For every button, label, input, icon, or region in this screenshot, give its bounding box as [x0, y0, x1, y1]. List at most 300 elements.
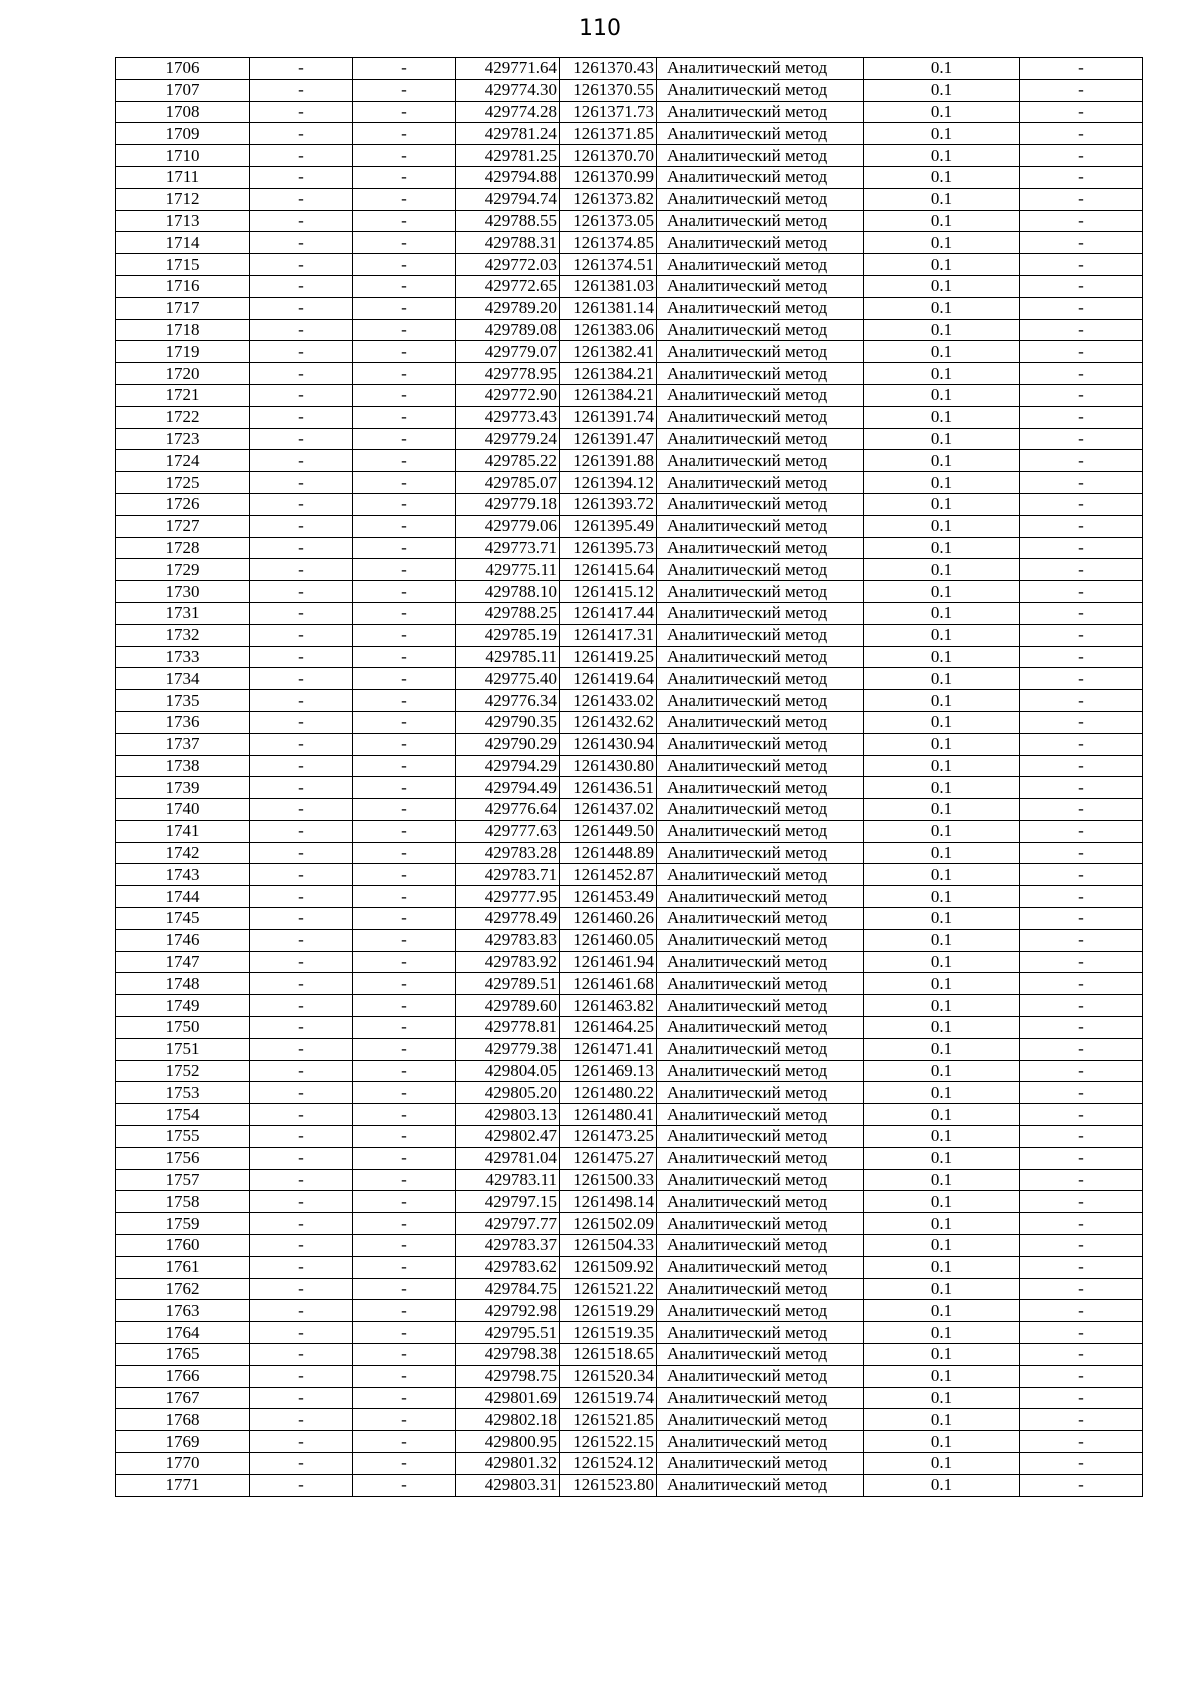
cell-cell-dash-1: - [250, 1387, 353, 1409]
table-row [116, 1322, 1143, 1344]
cell-method: Аналитический метод [657, 951, 864, 973]
cell-cell-dash-2: - [353, 842, 456, 864]
cell-point-number: 1712 [116, 188, 250, 210]
cell-cell-dash-3: - [1020, 581, 1143, 603]
cell-coord-x: 429781.04 [456, 1147, 560, 1169]
cell-coord-y: 1261381.03 [560, 275, 657, 297]
cell-coord-y: 1261480.41 [560, 1104, 657, 1126]
cell-cell-dash-3: - [1020, 1256, 1143, 1278]
cell-cell-dash-3: - [1020, 515, 1143, 537]
cell-accuracy: 0.1 [864, 1060, 1020, 1082]
cell-cell-dash-1: - [250, 450, 353, 472]
cell-coord-x: 429789.08 [456, 319, 560, 341]
cell-coord-x: 429801.69 [456, 1387, 560, 1409]
cell-cell-dash-2: - [353, 232, 456, 254]
cell-method: Аналитический метод [657, 1147, 864, 1169]
cell-cell-dash-2: - [353, 1256, 456, 1278]
cell-accuracy: 0.1 [864, 777, 1020, 799]
cell-method: Аналитический метод [657, 1431, 864, 1453]
table-row [116, 624, 1143, 646]
cell-coord-y: 1261519.29 [560, 1300, 657, 1322]
cell-cell-dash-2: - [353, 1322, 456, 1344]
cell-point-number: 1766 [116, 1365, 250, 1387]
cell-cell-dash-1: - [250, 79, 353, 101]
cell-coord-x: 429775.11 [456, 559, 560, 581]
cell-cell-dash-2: - [353, 537, 456, 559]
cell-point-number: 1735 [116, 690, 250, 712]
cell-accuracy: 0.1 [864, 232, 1020, 254]
cell-method: Аналитический метод [657, 1038, 864, 1060]
cell-coord-x: 429783.62 [456, 1256, 560, 1278]
cell-cell-dash-1: - [250, 166, 353, 188]
cell-cell-dash-3: - [1020, 951, 1143, 973]
cell-point-number: 1734 [116, 668, 250, 690]
cell-coord-x: 429788.31 [456, 232, 560, 254]
cell-accuracy: 0.1 [864, 1104, 1020, 1126]
cell-cell-dash-2: - [353, 559, 456, 581]
cell-accuracy: 0.1 [864, 995, 1020, 1017]
cell-point-number: 1709 [116, 123, 250, 145]
cell-method: Аналитический метод [657, 581, 864, 603]
cell-coord-x: 429783.28 [456, 842, 560, 864]
cell-coord-y: 1261524.12 [560, 1453, 657, 1475]
cell-method: Аналитический метод [657, 1191, 864, 1213]
table-row [116, 472, 1143, 494]
cell-accuracy: 0.1 [864, 755, 1020, 777]
cell-cell-dash-3: - [1020, 908, 1143, 930]
cell-cell-dash-1: - [250, 908, 353, 930]
cell-cell-dash-1: - [250, 1300, 353, 1322]
table-row [116, 1082, 1143, 1104]
table-row [116, 1278, 1143, 1300]
cell-cell-dash-3: - [1020, 1104, 1143, 1126]
table-row [116, 559, 1143, 581]
cell-cell-dash-1: - [250, 799, 353, 821]
cell-method: Аналитический метод [657, 472, 864, 494]
cell-point-number: 1768 [116, 1409, 250, 1431]
cell-accuracy: 0.1 [864, 363, 1020, 385]
cell-cell-dash-2: - [353, 973, 456, 995]
cell-coord-x: 429777.63 [456, 820, 560, 842]
cell-cell-dash-1: - [250, 210, 353, 232]
cell-cell-dash-3: - [1020, 1344, 1143, 1366]
table-row [116, 232, 1143, 254]
cell-accuracy: 0.1 [864, 123, 1020, 145]
cell-method: Аналитический метод [657, 537, 864, 559]
cell-cell-dash-2: - [353, 602, 456, 624]
cell-coord-x: 429803.13 [456, 1104, 560, 1126]
cell-accuracy: 0.1 [864, 406, 1020, 428]
cell-cell-dash-3: - [1020, 1300, 1143, 1322]
cell-accuracy: 0.1 [864, 559, 1020, 581]
cell-cell-dash-3: - [1020, 711, 1143, 733]
cell-cell-dash-2: - [353, 341, 456, 363]
cell-cell-dash-3: - [1020, 602, 1143, 624]
cell-cell-dash-1: - [250, 1104, 353, 1126]
cell-coord-x: 429785.22 [456, 450, 560, 472]
cell-point-number: 1761 [116, 1256, 250, 1278]
cell-coord-x: 429794.88 [456, 166, 560, 188]
cell-coord-x: 429776.34 [456, 690, 560, 712]
cell-cell-dash-3: - [1020, 1365, 1143, 1387]
table-row [116, 799, 1143, 821]
cell-cell-dash-1: - [250, 1365, 353, 1387]
cell-point-number: 1741 [116, 820, 250, 842]
cell-cell-dash-2: - [353, 755, 456, 777]
cell-coord-y: 1261415.64 [560, 559, 657, 581]
coordinates-table [115, 57, 1143, 1497]
cell-method: Аналитический метод [657, 733, 864, 755]
table-row [116, 1431, 1143, 1453]
cell-coord-y: 1261475.27 [560, 1147, 657, 1169]
table-row [116, 1104, 1143, 1126]
cell-point-number: 1746 [116, 929, 250, 951]
cell-cell-dash-1: - [250, 1147, 353, 1169]
cell-coord-x: 429805.20 [456, 1082, 560, 1104]
cell-cell-dash-2: - [353, 995, 456, 1017]
cell-coord-y: 1261469.13 [560, 1060, 657, 1082]
table-row [116, 450, 1143, 472]
cell-coord-y: 1261395.49 [560, 515, 657, 537]
cell-cell-dash-2: - [353, 668, 456, 690]
cell-method: Аналитический метод [657, 799, 864, 821]
table-row [116, 123, 1143, 145]
cell-method: Аналитический метод [657, 1365, 864, 1387]
cell-cell-dash-3: - [1020, 1474, 1143, 1496]
page-number: 110 [579, 16, 621, 41]
cell-accuracy: 0.1 [864, 711, 1020, 733]
cell-accuracy: 0.1 [864, 733, 1020, 755]
cell-accuracy: 0.1 [864, 1431, 1020, 1453]
cell-method: Аналитический метод [657, 1322, 864, 1344]
cell-cell-dash-2: - [353, 951, 456, 973]
cell-coord-x: 429783.92 [456, 951, 560, 973]
cell-point-number: 1713 [116, 210, 250, 232]
cell-coord-x: 429781.25 [456, 145, 560, 167]
cell-cell-dash-1: - [250, 1409, 353, 1431]
table-row [116, 1235, 1143, 1257]
cell-cell-dash-1: - [250, 1169, 353, 1191]
cell-coord-x: 429774.28 [456, 101, 560, 123]
cell-accuracy: 0.1 [864, 886, 1020, 908]
cell-accuracy: 0.1 [864, 1322, 1020, 1344]
cell-point-number: 1762 [116, 1278, 250, 1300]
cell-cell-dash-2: - [353, 1474, 456, 1496]
cell-cell-dash-2: - [353, 493, 456, 515]
table-row [116, 493, 1143, 515]
cell-cell-dash-1: - [250, 406, 353, 428]
cell-point-number: 1743 [116, 864, 250, 886]
cell-cell-dash-3: - [1020, 1038, 1143, 1060]
cell-coord-x: 429790.29 [456, 733, 560, 755]
cell-coord-x: 429783.83 [456, 929, 560, 951]
cell-method: Аналитический метод [657, 275, 864, 297]
cell-cell-dash-1: - [250, 886, 353, 908]
cell-cell-dash-3: - [1020, 450, 1143, 472]
cell-point-number: 1745 [116, 908, 250, 930]
table-row [116, 602, 1143, 624]
cell-accuracy: 0.1 [864, 166, 1020, 188]
cell-accuracy: 0.1 [864, 602, 1020, 624]
table-row [116, 1060, 1143, 1082]
table-body [116, 58, 1143, 1497]
cell-accuracy: 0.1 [864, 1387, 1020, 1409]
cell-point-number: 1733 [116, 646, 250, 668]
table-row [116, 363, 1143, 385]
cell-coord-x: 429774.30 [456, 79, 560, 101]
cell-method: Аналитический метод [657, 1126, 864, 1148]
table-row [116, 1474, 1143, 1496]
cell-cell-dash-3: - [1020, 646, 1143, 668]
cell-cell-dash-1: - [250, 254, 353, 276]
cell-cell-dash-2: - [353, 799, 456, 821]
table-row [116, 515, 1143, 537]
cell-cell-dash-3: - [1020, 690, 1143, 712]
cell-coord-y: 1261391.47 [560, 428, 657, 450]
cell-coord-x: 429802.18 [456, 1409, 560, 1431]
cell-coord-x: 429772.90 [456, 384, 560, 406]
table-row [116, 995, 1143, 1017]
cell-coord-x: 429794.74 [456, 188, 560, 210]
cell-point-number: 1736 [116, 711, 250, 733]
cell-cell-dash-3: - [1020, 79, 1143, 101]
cell-coord-y: 1261370.99 [560, 166, 657, 188]
cell-point-number: 1707 [116, 79, 250, 101]
cell-coord-x: 429779.38 [456, 1038, 560, 1060]
cell-method: Аналитический метод [657, 210, 864, 232]
cell-coord-y: 1261452.87 [560, 864, 657, 886]
cell-coord-x: 429778.49 [456, 908, 560, 930]
cell-cell-dash-3: - [1020, 864, 1143, 886]
cell-point-number: 1723 [116, 428, 250, 450]
cell-coord-y: 1261432.62 [560, 711, 657, 733]
cell-coord-y: 1261384.21 [560, 363, 657, 385]
cell-cell-dash-2: - [353, 101, 456, 123]
cell-cell-dash-1: - [250, 581, 353, 603]
cell-cell-dash-2: - [353, 646, 456, 668]
cell-coord-y: 1261391.74 [560, 406, 657, 428]
cell-method: Аналитический метод [657, 384, 864, 406]
cell-cell-dash-3: - [1020, 1453, 1143, 1475]
cell-coord-y: 1261509.92 [560, 1256, 657, 1278]
cell-point-number: 1759 [116, 1213, 250, 1235]
cell-coord-x: 429801.32 [456, 1453, 560, 1475]
cell-cell-dash-1: - [250, 297, 353, 319]
cell-coord-y: 1261433.02 [560, 690, 657, 712]
cell-coord-x: 429795.51 [456, 1322, 560, 1344]
cell-cell-dash-1: - [250, 973, 353, 995]
cell-coord-y: 1261373.05 [560, 210, 657, 232]
cell-cell-dash-3: - [1020, 210, 1143, 232]
cell-cell-dash-2: - [353, 929, 456, 951]
table-row [116, 820, 1143, 842]
table-row [116, 711, 1143, 733]
cell-cell-dash-1: - [250, 493, 353, 515]
cell-method: Аналитический метод [657, 886, 864, 908]
table-row [116, 319, 1143, 341]
cell-cell-dash-3: - [1020, 406, 1143, 428]
cell-accuracy: 0.1 [864, 1300, 1020, 1322]
cell-coord-x: 429778.95 [456, 363, 560, 385]
cell-coord-x: 429779.18 [456, 493, 560, 515]
cell-coord-y: 1261523.80 [560, 1474, 657, 1496]
cell-point-number: 1771 [116, 1474, 250, 1496]
cell-coord-y: 1261383.06 [560, 319, 657, 341]
cell-accuracy: 0.1 [864, 908, 1020, 930]
cell-coord-x: 429789.51 [456, 973, 560, 995]
table-row [116, 864, 1143, 886]
cell-accuracy: 0.1 [864, 515, 1020, 537]
table-row [116, 275, 1143, 297]
cell-point-number: 1715 [116, 254, 250, 276]
cell-cell-dash-1: - [250, 995, 353, 1017]
cell-cell-dash-2: - [353, 1147, 456, 1169]
cell-cell-dash-2: - [353, 1387, 456, 1409]
cell-method: Аналитический метод [657, 820, 864, 842]
cell-cell-dash-3: - [1020, 799, 1143, 821]
cell-accuracy: 0.1 [864, 275, 1020, 297]
cell-point-number: 1716 [116, 275, 250, 297]
cell-cell-dash-3: - [1020, 559, 1143, 581]
table-row [116, 1344, 1143, 1366]
cell-coord-x: 429785.11 [456, 646, 560, 668]
cell-cell-dash-1: - [250, 537, 353, 559]
cell-cell-dash-1: - [250, 145, 353, 167]
cell-method: Аналитический метод [657, 232, 864, 254]
cell-point-number: 1732 [116, 624, 250, 646]
cell-accuracy: 0.1 [864, 1213, 1020, 1235]
cell-cell-dash-2: - [353, 450, 456, 472]
cell-cell-dash-2: - [353, 1278, 456, 1300]
cell-point-number: 1714 [116, 232, 250, 254]
cell-point-number: 1747 [116, 951, 250, 973]
cell-cell-dash-1: - [250, 690, 353, 712]
cell-cell-dash-2: - [353, 1082, 456, 1104]
cell-point-number: 1769 [116, 1431, 250, 1453]
cell-point-number: 1767 [116, 1387, 250, 1409]
cell-cell-dash-2: - [353, 188, 456, 210]
cell-cell-dash-3: - [1020, 275, 1143, 297]
cell-point-number: 1740 [116, 799, 250, 821]
cell-point-number: 1711 [116, 166, 250, 188]
cell-cell-dash-1: - [250, 1082, 353, 1104]
cell-cell-dash-1: - [250, 123, 353, 145]
cell-accuracy: 0.1 [864, 842, 1020, 864]
cell-method: Аналитический метод [657, 842, 864, 864]
cell-cell-dash-2: - [353, 886, 456, 908]
cell-coord-y: 1261393.72 [560, 493, 657, 515]
cell-coord-x: 429772.03 [456, 254, 560, 276]
cell-cell-dash-1: - [250, 275, 353, 297]
cell-cell-dash-1: - [250, 101, 353, 123]
cell-coord-y: 1261521.22 [560, 1278, 657, 1300]
cell-method: Аналитический метод [657, 1060, 864, 1082]
cell-coord-y: 1261448.89 [560, 842, 657, 864]
cell-cell-dash-1: - [250, 668, 353, 690]
cell-point-number: 1710 [116, 145, 250, 167]
cell-method: Аналитический метод [657, 1256, 864, 1278]
cell-coord-x: 429773.43 [456, 406, 560, 428]
cell-method: Аналитический метод [657, 1235, 864, 1257]
cell-point-number: 1752 [116, 1060, 250, 1082]
cell-coord-x: 429783.71 [456, 864, 560, 886]
table-row [116, 1365, 1143, 1387]
cell-coord-x: 429788.10 [456, 581, 560, 603]
cell-coord-y: 1261371.73 [560, 101, 657, 123]
cell-coord-x: 429802.47 [456, 1126, 560, 1148]
table-row [116, 188, 1143, 210]
cell-coord-x: 429778.81 [456, 1017, 560, 1039]
cell-point-number: 1765 [116, 1344, 250, 1366]
cell-coord-y: 1261374.51 [560, 254, 657, 276]
cell-cell-dash-2: - [353, 79, 456, 101]
cell-accuracy: 0.1 [864, 472, 1020, 494]
cell-cell-dash-1: - [250, 842, 353, 864]
table-row [116, 842, 1143, 864]
table-row [116, 1256, 1143, 1278]
table-row [116, 1126, 1143, 1148]
cell-method: Аналитический метод [657, 646, 864, 668]
cell-cell-dash-3: - [1020, 537, 1143, 559]
cell-method: Аналитический метод [657, 1104, 864, 1126]
cell-cell-dash-2: - [353, 406, 456, 428]
table-row [116, 886, 1143, 908]
cell-cell-dash-3: - [1020, 755, 1143, 777]
cell-accuracy: 0.1 [864, 319, 1020, 341]
cell-point-number: 1749 [116, 995, 250, 1017]
cell-coord-x: 429779.07 [456, 341, 560, 363]
cell-cell-dash-1: - [250, 1256, 353, 1278]
cell-coord-x: 429797.15 [456, 1191, 560, 1213]
cell-coord-x: 429788.55 [456, 210, 560, 232]
cell-cell-dash-2: - [353, 1300, 456, 1322]
cell-accuracy: 0.1 [864, 624, 1020, 646]
cell-point-number: 1753 [116, 1082, 250, 1104]
cell-cell-dash-2: - [353, 145, 456, 167]
cell-cell-dash-2: - [353, 472, 456, 494]
cell-method: Аналитический метод [657, 341, 864, 363]
cell-coord-y: 1261419.25 [560, 646, 657, 668]
cell-cell-dash-1: - [250, 1191, 353, 1213]
cell-accuracy: 0.1 [864, 1038, 1020, 1060]
cell-method: Аналитический метод [657, 1387, 864, 1409]
cell-cell-dash-3: - [1020, 1387, 1143, 1409]
cell-accuracy: 0.1 [864, 581, 1020, 603]
cell-method: Аналитический метод [657, 690, 864, 712]
cell-point-number: 1760 [116, 1235, 250, 1257]
cell-cell-dash-1: - [250, 559, 353, 581]
cell-coord-y: 1261371.85 [560, 123, 657, 145]
cell-method: Аналитический метод [657, 973, 864, 995]
cell-point-number: 1754 [116, 1104, 250, 1126]
cell-cell-dash-3: - [1020, 58, 1143, 80]
cell-cell-dash-3: - [1020, 188, 1143, 210]
cell-method: Аналитический метод [657, 1169, 864, 1191]
cell-point-number: 1744 [116, 886, 250, 908]
cell-cell-dash-2: - [353, 1409, 456, 1431]
cell-cell-dash-1: - [250, 755, 353, 777]
cell-coord-y: 1261370.43 [560, 58, 657, 80]
cell-point-number: 1748 [116, 973, 250, 995]
cell-cell-dash-3: - [1020, 1409, 1143, 1431]
cell-coord-y: 1261381.14 [560, 297, 657, 319]
cell-accuracy: 0.1 [864, 537, 1020, 559]
cell-accuracy: 0.1 [864, 1344, 1020, 1366]
cell-accuracy: 0.1 [864, 646, 1020, 668]
cell-accuracy: 0.1 [864, 1409, 1020, 1431]
cell-point-number: 1726 [116, 493, 250, 515]
cell-cell-dash-3: - [1020, 363, 1143, 385]
